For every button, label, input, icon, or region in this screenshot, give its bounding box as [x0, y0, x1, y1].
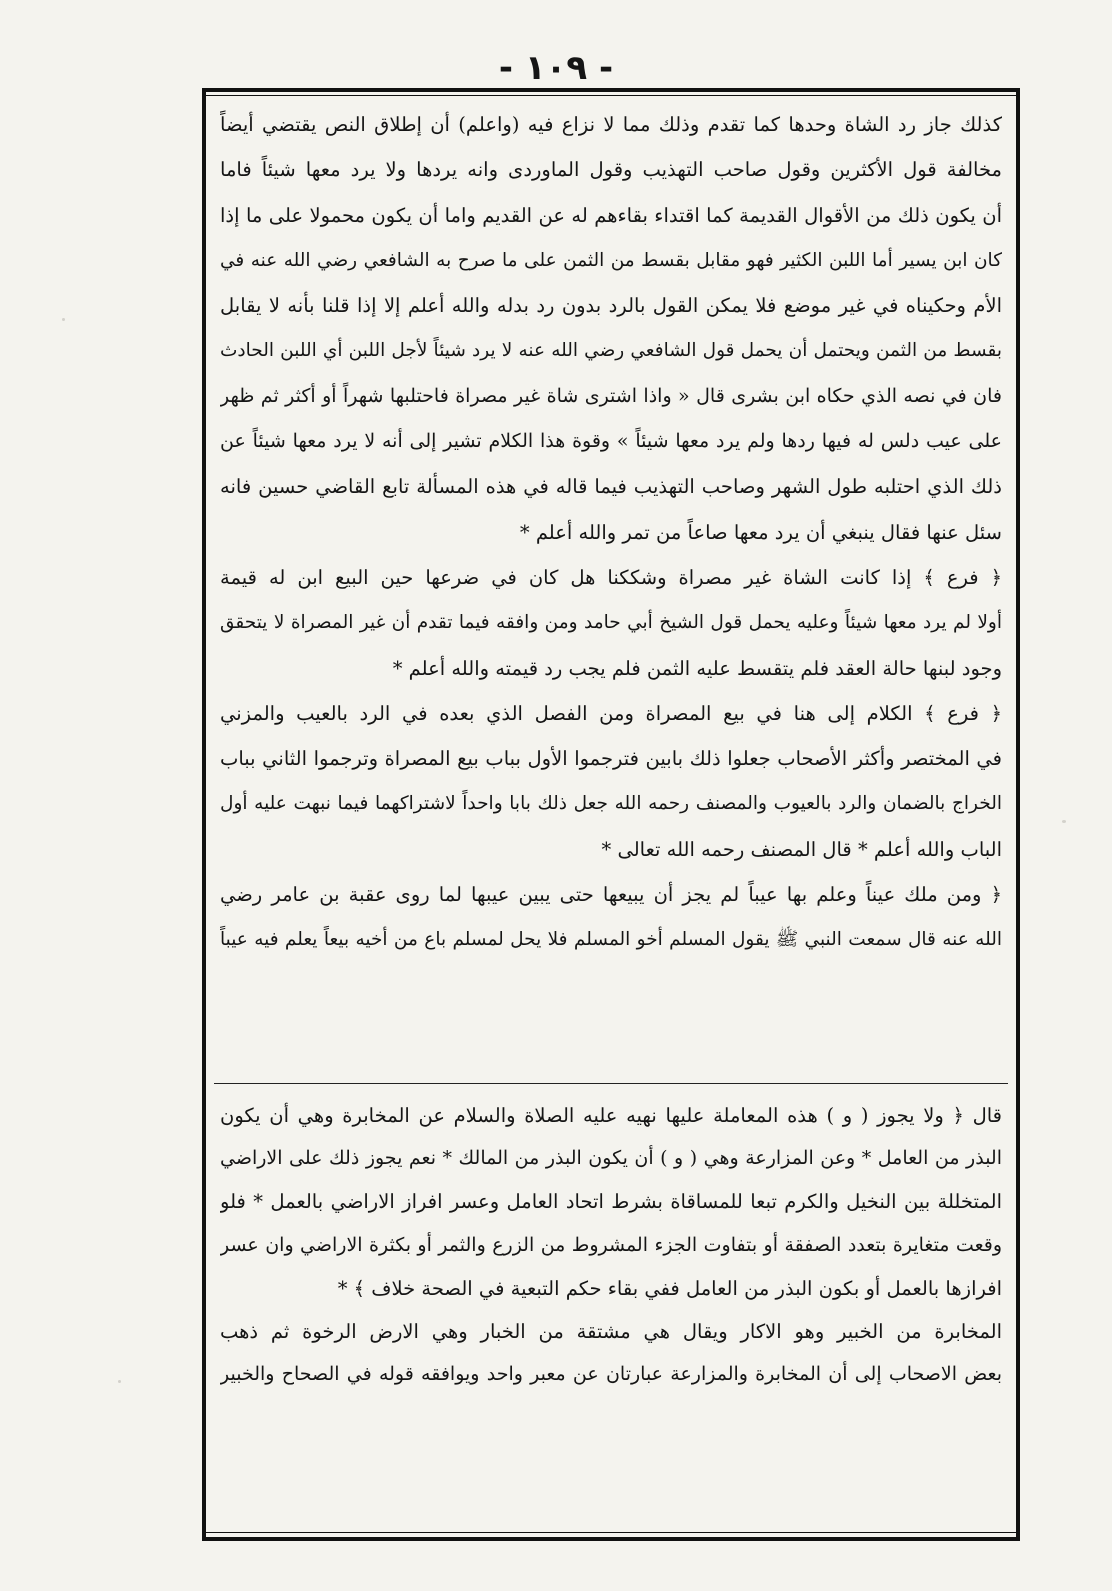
main-text-line: مخالفة قول الأكثرين وقول صاحب التهذيب وقول الماوردى وانه يردها ولا يرد معها شيئاً فاما [220, 158, 1002, 182]
page-number: - ١٠٩ - [498, 48, 614, 88]
main-text-line: أولا لم يرد معها شيئاً وعليه يحمل قول الشيخ أبي حامد ومن وافقه فيما تقدم أن غير المصراة لا يتحقق [220, 612, 1002, 634]
main-text-line: أن يكون ذلك من الأقوال القديمة كما اقتداء بقاءهم له عن القديم واما أن يكون محمولا على ما إذا [220, 203, 1002, 227]
bottom-double-rule [206, 1537, 1016, 1541]
main-text-line: كان ابن يسير أما اللبن الكثير فهو مقابل بقسط من الثمن على ما صرح به الشافعي رضي الله عنه في [220, 249, 1002, 271]
main-text-line: سئل عنها فقال ينبغي أن يرد معها صاعاً من تمر والله أعلم * [519, 520, 1002, 544]
main-text-line: فان في نصه الذي حكاه ابن بشرى قال « واذا اشترى شاة غير مصراة فاحتلبها شهراً أو أكثر ثم ظهر [220, 384, 1002, 407]
main-text-block [220, 102, 1002, 963]
main-text-line: على عيب دلس له فيها ردها ولم يرد معها شيئاً » وقوة هذا الكلام تشير إلى أنه لا يرد معها شيئاً عن [220, 430, 1002, 453]
scan-speck [1062, 820, 1066, 823]
commentary-line: المخابرة من الخبير وهو الاكار ويقال هي مشتقة من الخبار وهي الارض الرخوة ثم ذهب [220, 1319, 1002, 1343]
main-text-line: ﴿ فرع ﴾ الكلام إلى هنا في بيع المصراة ومن الفصل الذي بعده في الرد بالعيب والمزني [220, 701, 1002, 725]
bottom-thin-rule [206, 1532, 1016, 1533]
section-divider [214, 1083, 1008, 1084]
main-text-line: الباب والله أعلم * قال المصنف رحمه الله تعالى * [601, 837, 1002, 861]
main-text-line: ﴿ فرع ﴾ إذا كانت الشاة غير مصراة وشككنا هل كان في ضرعها حين البيع ابن له قيمة [220, 565, 1002, 589]
commentary-line: المتخللة بين النخيل والكرم تبعا للمساقاة بشرط اتحاد العامل وعسر افراز الاراضي بالعمل * فلو [220, 1190, 1002, 1214]
commentary-line: وقعت متغايرة بتعدد الصفقة أو بتفاوت الجزء المشروط من الزرع والثمر أو بكثرة الاراضي وان عسر [220, 1233, 1002, 1256]
commentary-line: البذر من العامل * وعن المزارعة وهي ( و ) أن يكون البذر من المالك * نعم يجوز ذلك على الاراضي [220, 1147, 1002, 1170]
main-text-line: الله عنه قال سمعت النبي ﷺ يقول المسلم أخو المسلم فلا يحل لمسلم باع من أخيه بيعاً يعلم فيه عيباً [220, 929, 1002, 951]
main-text-line: كذلك جاز رد الشاة وحدها كما تقدم وذلك مما لا نزاع فيه (واعلم) أن إطلاق النص يقتضي أيضاً [220, 113, 1002, 136]
top-thin-rule [206, 95, 1016, 96]
main-text-line: في المختصر وأكثر الأصحاب جعلوا ذلك بابين فترجموا الأول بباب بيع المصراة وترجموا الثاني بباب [220, 747, 1002, 771]
commentary-block [220, 1094, 1002, 1396]
commentary-line: بعض الاصحاب إلى أن المخابرة والمزارعة عبارتان عن معبر واحد ويوافقه قوله في الصحاح والخبير [220, 1363, 1002, 1386]
page-frame [202, 88, 1020, 1541]
main-text-line: وجود لبنها حالة العقد فلم يتقسط عليه الثمن فلم يجب رد قيمته والله أعلم * [392, 656, 1002, 680]
scan-speck [118, 1380, 121, 1383]
main-text-line: الخراج بالضمان والرد بالعيوب والمصنف رحمه الله جعل ذلك بابا واحداً لاشتراكهما فيما نبهت عليه أول [220, 793, 1002, 815]
main-text-line: ﴿ ومن ملك عيناً وعلم بها عيباً لم يجز أن يبيعها حتى يبين عيبها لما روى عقبة بن عامر رضي [220, 883, 1002, 907]
scan-speck [62, 318, 65, 321]
commentary-line: قال ﴿ ولا يجوز ( و ) هذه المعاملة عليها نهيه عليه الصلاة والسلام عن المخابرة وهي أن يكون [220, 1104, 1002, 1127]
commentary-line: افرازها بالعمل أو بكون البذر من العامل ففي بقاء حكم التبعية في الصحة خلاف ﴾ * [337, 1276, 1002, 1300]
main-text-line: بقسط من الثمن ويحتمل أن يحمل قول الشافعي رضي الله عنه لا يرد شيئاً لأجل اللبن أي اللبن الحادث [220, 340, 1002, 362]
top-double-rule [206, 88, 1016, 92]
main-text-line: ذلك الذي احتلبه طول الشهر وصاحب التهذيب فيما قاله في هذه المسألة تابع القاضي حسين فانه [220, 475, 1002, 499]
main-text-line: الأم وحكيناه في غير موضع فلا يمكن القول بالرد بدون رد بدله والله أعلم إلا إذا قلنا بأنه لا يقابل [220, 294, 1002, 318]
